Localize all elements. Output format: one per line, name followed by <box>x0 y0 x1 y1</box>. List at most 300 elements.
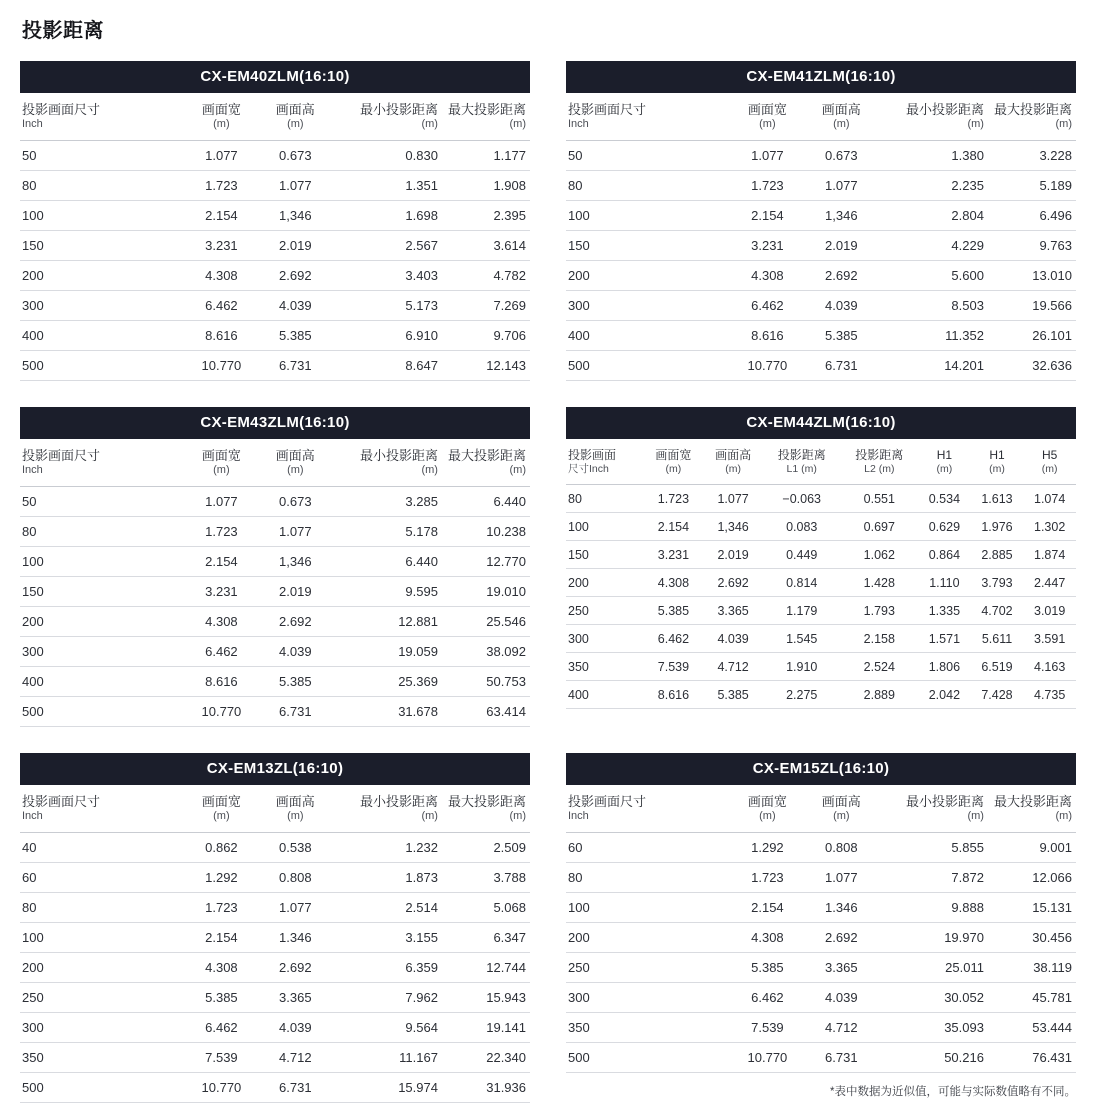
cell-height: 6.731 <box>258 351 332 381</box>
cell-width: 4.308 <box>184 953 258 983</box>
cell-height: 1.077 <box>804 171 878 201</box>
cell-width: 2.154 <box>184 547 258 577</box>
table-body <box>566 141 1076 381</box>
cell-width: 6.462 <box>184 291 258 321</box>
cell-size: 150 <box>20 231 184 261</box>
cell-width: 3.231 <box>730 231 804 261</box>
cell-size: 200 <box>566 261 730 291</box>
cell-h1a: 1.571 <box>918 625 971 653</box>
table-row <box>20 923 530 953</box>
table-row <box>20 863 530 893</box>
cell-max: 15.131 <box>988 893 1076 923</box>
cell-width: 6.462 <box>730 983 804 1013</box>
cell-width: 1.077 <box>184 487 258 517</box>
cell-min: 50.216 <box>878 1043 988 1073</box>
cell-height: 0.673 <box>258 487 332 517</box>
cell-l2: 1.062 <box>841 541 919 569</box>
table-row <box>20 261 530 291</box>
cell-size: 400 <box>20 321 184 351</box>
cell-min: 25.369 <box>332 667 442 697</box>
table-row <box>566 983 1076 1013</box>
col-header-height: 画面高 (m) <box>804 93 878 141</box>
cell-height: 0.808 <box>804 833 878 863</box>
cell-max: 3.614 <box>442 231 530 261</box>
cell-size: 50 <box>20 487 184 517</box>
col-header-h5: H5 (m) <box>1023 439 1076 485</box>
cell-min: 1.698 <box>332 201 442 231</box>
cell-min: 2.514 <box>332 893 442 923</box>
table-row <box>20 893 530 923</box>
cell-width: 2.154 <box>730 893 804 923</box>
cell-h5: 1.302 <box>1023 513 1076 541</box>
cell-height: 5.385 <box>804 321 878 351</box>
table-title: CX-EM13ZL(16:10) <box>20 753 530 785</box>
cell-max: 15.943 <box>442 983 530 1013</box>
cell-height: 0.538 <box>258 833 332 863</box>
cell-min: 9.888 <box>878 893 988 923</box>
cell-width: 7.539 <box>644 653 704 681</box>
cell-height: 2.692 <box>258 607 332 637</box>
cell-size: 500 <box>566 1043 730 1073</box>
cell-min: 8.503 <box>878 291 988 321</box>
cell-width: 4.308 <box>730 923 804 953</box>
cell-l1: 0.449 <box>763 541 841 569</box>
col-header-width: 画面宽 (m) <box>644 439 704 485</box>
cell-min: 15.974 <box>332 1073 442 1103</box>
table-row <box>20 833 530 863</box>
cell-max: 63.414 <box>442 697 530 727</box>
projection-table <box>20 439 530 727</box>
cell-size: 300 <box>20 637 184 667</box>
cell-max: 19.141 <box>442 1013 530 1043</box>
cell-width: 6.462 <box>730 291 804 321</box>
cell-min: 5.178 <box>332 517 442 547</box>
cell-max: 45.781 <box>988 983 1076 1013</box>
cell-height: 2.692 <box>258 953 332 983</box>
footnote: *表中数据为近似值，可能与实际数值略有不同。 <box>830 1086 1076 1098</box>
cell-max: 1.908 <box>442 171 530 201</box>
cell-max: 22.340 <box>442 1043 530 1073</box>
cell-width: 8.616 <box>644 681 704 709</box>
cell-size: 80 <box>20 893 184 923</box>
cell-height: 4.039 <box>258 637 332 667</box>
cell-max: 25.546 <box>442 607 530 637</box>
cell-height: 6.731 <box>258 1073 332 1103</box>
cell-min: 3.403 <box>332 261 442 291</box>
cell-height: 0.673 <box>804 141 878 171</box>
cell-height: 4.712 <box>804 1013 878 1043</box>
cell-h1b: 1.613 <box>971 485 1024 513</box>
table-row <box>566 201 1076 231</box>
cell-width: 1.292 <box>730 833 804 863</box>
cell-height: 5.385 <box>703 681 763 709</box>
projection-table <box>566 785 1076 1073</box>
table-row <box>566 953 1076 983</box>
table-title: CX-EM15ZL(16:10) <box>566 753 1076 785</box>
table-row <box>566 1013 1076 1043</box>
col-header-height: 画面高 (m) <box>804 785 878 833</box>
cell-height: 1.077 <box>258 517 332 547</box>
table-body <box>20 141 530 381</box>
col-header-h1-b: H1 (m) <box>971 439 1024 485</box>
cell-height: 2.692 <box>804 261 878 291</box>
col-header-distance-l1: 投影距离 L1 (m) <box>763 439 841 485</box>
cell-max: 6.440 <box>442 487 530 517</box>
cell-min: 19.970 <box>878 923 988 953</box>
cell-max: 19.566 <box>988 291 1076 321</box>
cell-size: 40 <box>20 833 184 863</box>
cell-max: 3.228 <box>988 141 1076 171</box>
cell-height: 1.077 <box>804 863 878 893</box>
cell-h1a: 1.110 <box>918 569 971 597</box>
cell-l1: 1.179 <box>763 597 841 625</box>
col-header-max-distance: 最大投影距离 (m) <box>442 439 530 487</box>
table-row <box>20 547 530 577</box>
cell-min: 7.962 <box>332 983 442 1013</box>
header-row <box>566 785 1076 833</box>
cell-width: 1.723 <box>184 893 258 923</box>
table-row <box>20 577 530 607</box>
col-header-size: 投影画面 尺寸Inch <box>566 439 644 485</box>
col-header-width: 画面宽 (m) <box>184 93 258 141</box>
table-body <box>566 833 1076 1073</box>
col-header-height: 画面高 (m) <box>258 439 332 487</box>
cell-height: 4.039 <box>258 1013 332 1043</box>
cell-width: 3.231 <box>184 231 258 261</box>
cell-width: 5.385 <box>184 983 258 1013</box>
table-row <box>566 1043 1076 1073</box>
cell-min: 8.647 <box>332 351 442 381</box>
cell-width: 7.539 <box>184 1043 258 1073</box>
cell-size: 500 <box>20 1073 184 1103</box>
cell-max: 12.143 <box>442 351 530 381</box>
cell-width: 4.308 <box>730 261 804 291</box>
cell-size: 250 <box>566 597 644 625</box>
cell-size: 400 <box>20 667 184 697</box>
table-card-cx-em44zlm <box>566 407 1076 727</box>
cell-min: 11.167 <box>332 1043 442 1073</box>
table-row <box>566 893 1076 923</box>
cell-min: 5.855 <box>878 833 988 863</box>
cell-h1a: 1.335 <box>918 597 971 625</box>
cell-h5: 4.163 <box>1023 653 1076 681</box>
cell-width: 2.154 <box>184 923 258 953</box>
col-header-height: 画面高 (m) <box>703 439 763 485</box>
cell-size: 200 <box>20 953 184 983</box>
cell-h1b: 1.976 <box>971 513 1024 541</box>
projection-table <box>20 93 530 381</box>
col-header-min-distance: 最小投影距离 (m) <box>332 785 442 833</box>
cell-max: 53.444 <box>988 1013 1076 1043</box>
cell-width: 2.154 <box>730 201 804 231</box>
table-title: CX-EM40ZLM(16:10) <box>20 61 530 93</box>
cell-size: 100 <box>20 201 184 231</box>
cell-height: 6.731 <box>804 1043 878 1073</box>
cell-max: 5.068 <box>442 893 530 923</box>
cell-height: 3.365 <box>258 983 332 1013</box>
cell-width: 4.308 <box>184 607 258 637</box>
table-row <box>566 541 1076 569</box>
col-header-size: 投影画面尺寸 Inch <box>566 93 730 141</box>
cell-l1: 0.814 <box>763 569 841 597</box>
col-header-max-distance: 最大投影距离 (m) <box>442 93 530 141</box>
cell-width: 10.770 <box>730 1043 804 1073</box>
cell-size: 80 <box>566 485 644 513</box>
table-card-cx-em40zlm <box>20 61 530 381</box>
cell-width: 10.770 <box>730 351 804 381</box>
cell-height: 4.039 <box>804 983 878 1013</box>
cell-size: 350 <box>566 1013 730 1043</box>
cell-width: 10.770 <box>184 1073 258 1103</box>
page-title: 投影距离 <box>22 20 104 42</box>
cell-size: 50 <box>566 141 730 171</box>
cell-size: 350 <box>20 1043 184 1073</box>
cell-min: 19.059 <box>332 637 442 667</box>
cell-size: 300 <box>566 983 730 1013</box>
cell-width: 6.462 <box>184 1013 258 1043</box>
table-row <box>20 291 530 321</box>
table-row <box>20 321 530 351</box>
table-row <box>20 1013 530 1043</box>
col-header-size: 投影画面尺寸 Inch <box>566 785 730 833</box>
col-header-distance-l2: 投影距离 L2 (m) <box>841 439 919 485</box>
table-row <box>566 321 1076 351</box>
cell-height: 2.019 <box>703 541 763 569</box>
table-row <box>20 517 530 547</box>
cell-h1b: 2.885 <box>971 541 1024 569</box>
cell-size: 80 <box>20 171 184 201</box>
cell-max: 7.269 <box>442 291 530 321</box>
cell-max: 9.001 <box>988 833 1076 863</box>
cell-height: 0.673 <box>258 141 332 171</box>
cell-h1b: 7.428 <box>971 681 1024 709</box>
cell-width: 1.723 <box>644 485 704 513</box>
table-row <box>20 141 530 171</box>
table-row <box>566 231 1076 261</box>
cell-width: 3.231 <box>184 577 258 607</box>
cell-l1: 1.910 <box>763 653 841 681</box>
cell-min: 30.052 <box>878 983 988 1013</box>
table-card-cx-em13zl <box>20 753 530 1103</box>
cell-h5: 1.874 <box>1023 541 1076 569</box>
table-head <box>20 439 530 487</box>
col-header-size: 投影画面尺寸 Inch <box>20 93 184 141</box>
cell-min: 3.285 <box>332 487 442 517</box>
col-header-max-distance: 最大投影距离 (m) <box>988 785 1076 833</box>
cell-width: 10.770 <box>184 351 258 381</box>
cell-min: 2.235 <box>878 171 988 201</box>
cell-width: 2.154 <box>644 513 704 541</box>
table-row <box>566 351 1076 381</box>
cell-size: 200 <box>566 923 730 953</box>
cell-width: 1.077 <box>730 141 804 171</box>
cell-height: 1.346 <box>258 923 332 953</box>
cell-min: 3.155 <box>332 923 442 953</box>
cell-min: 5.600 <box>878 261 988 291</box>
cell-width: 1.292 <box>184 863 258 893</box>
table-row <box>20 231 530 261</box>
cell-width: 1.723 <box>184 171 258 201</box>
cell-height: 0.808 <box>258 863 332 893</box>
cell-height: 2.692 <box>804 923 878 953</box>
cell-min: 1.351 <box>332 171 442 201</box>
cell-l2: 1.428 <box>841 569 919 597</box>
cell-size: 200 <box>20 261 184 291</box>
cell-max: 12.770 <box>442 547 530 577</box>
table-row <box>566 261 1076 291</box>
cell-max: 9.763 <box>988 231 1076 261</box>
col-header-height: 画面高 (m) <box>258 93 332 141</box>
cell-max: 50.753 <box>442 667 530 697</box>
col-header-height: 画面高 (m) <box>258 785 332 833</box>
projection-table <box>566 93 1076 381</box>
cell-l1: 2.275 <box>763 681 841 709</box>
cell-height: 3.365 <box>804 953 878 983</box>
table-row <box>566 597 1076 625</box>
cell-l1: 0.083 <box>763 513 841 541</box>
cell-size: 100 <box>566 513 644 541</box>
cell-height: 1,346 <box>258 201 332 231</box>
cell-width: 1.723 <box>184 517 258 547</box>
table-row <box>566 625 1076 653</box>
cell-min: 6.440 <box>332 547 442 577</box>
table-head <box>20 93 530 141</box>
cell-l2: 0.551 <box>841 485 919 513</box>
cell-size: 150 <box>20 577 184 607</box>
table-row <box>20 487 530 517</box>
cell-width: 5.385 <box>730 953 804 983</box>
cell-height: 4.039 <box>804 291 878 321</box>
cell-size: 500 <box>20 351 184 381</box>
cell-max: 6.496 <box>988 201 1076 231</box>
cell-max: 12.744 <box>442 953 530 983</box>
cell-height: 2.692 <box>703 569 763 597</box>
cell-l2: 2.524 <box>841 653 919 681</box>
table-row <box>566 863 1076 893</box>
cell-height: 1,346 <box>703 513 763 541</box>
cell-size: 80 <box>566 171 730 201</box>
table-row <box>20 607 530 637</box>
cell-min: 0.830 <box>332 141 442 171</box>
table-row <box>566 569 1076 597</box>
table-row <box>566 485 1076 513</box>
cell-h1a: 2.042 <box>918 681 971 709</box>
cell-height: 5.385 <box>258 321 332 351</box>
header-row <box>20 93 530 141</box>
cell-min: 35.093 <box>878 1013 988 1043</box>
cell-max: 26.101 <box>988 321 1076 351</box>
cell-height: 4.712 <box>258 1043 332 1073</box>
table-row <box>566 291 1076 321</box>
projection-table <box>566 439 1076 709</box>
table-row <box>566 653 1076 681</box>
cell-height: 4.712 <box>703 653 763 681</box>
table-body <box>20 487 530 727</box>
cell-height: 1,346 <box>804 201 878 231</box>
cell-max: 3.788 <box>442 863 530 893</box>
table-row <box>20 983 530 1013</box>
cell-height: 1.077 <box>703 485 763 513</box>
cell-l1: 1.545 <box>763 625 841 653</box>
cell-h1a: 0.629 <box>918 513 971 541</box>
cell-height: 1.346 <box>804 893 878 923</box>
cell-max: 2.395 <box>442 201 530 231</box>
cell-size: 100 <box>20 547 184 577</box>
projection-table <box>20 785 530 1103</box>
col-header-width: 画面宽 (m) <box>184 439 258 487</box>
table-body <box>20 833 530 1103</box>
cell-size: 100 <box>566 201 730 231</box>
cell-min: 11.352 <box>878 321 988 351</box>
cell-min: 12.881 <box>332 607 442 637</box>
cell-size: 500 <box>20 697 184 727</box>
col-header-max-distance: 最大投影距离 (m) <box>442 785 530 833</box>
cell-max: 1.177 <box>442 141 530 171</box>
cell-max: 2.509 <box>442 833 530 863</box>
cell-width: 5.385 <box>644 597 704 625</box>
table-row <box>20 1073 530 1103</box>
cell-width: 1.077 <box>184 141 258 171</box>
table-head <box>20 785 530 833</box>
cell-width: 6.462 <box>644 625 704 653</box>
table-row <box>20 1043 530 1073</box>
cell-size: 250 <box>566 953 730 983</box>
col-header-max-distance: 最大投影距离 (m) <box>988 93 1076 141</box>
table-title: CX-EM41ZLM(16:10) <box>566 61 1076 93</box>
cell-width: 10.770 <box>184 697 258 727</box>
cell-max: 38.092 <box>442 637 530 667</box>
cell-size: 400 <box>566 321 730 351</box>
cell-h1a: 1.806 <box>918 653 971 681</box>
cell-height: 4.039 <box>703 625 763 653</box>
cell-h1b: 4.702 <box>971 597 1024 625</box>
cell-size: 300 <box>566 291 730 321</box>
cell-width: 8.616 <box>184 321 258 351</box>
cell-height: 5.385 <box>258 667 332 697</box>
cell-height: 2.019 <box>258 231 332 261</box>
col-header-size: 投影画面尺寸 Inch <box>20 439 184 487</box>
table-title: CX-EM43ZLM(16:10) <box>20 407 530 439</box>
tables-grid <box>20 61 1076 1103</box>
cell-size: 100 <box>566 893 730 923</box>
cell-min: 9.595 <box>332 577 442 607</box>
col-header-width: 画面宽 (m) <box>184 785 258 833</box>
cell-max: 4.782 <box>442 261 530 291</box>
cell-size: 350 <box>566 653 644 681</box>
cell-width: 2.154 <box>184 201 258 231</box>
table-row <box>566 171 1076 201</box>
table-row <box>566 513 1076 541</box>
cell-max: 6.347 <box>442 923 530 953</box>
cell-size: 60 <box>566 833 730 863</box>
cell-width: 7.539 <box>730 1013 804 1043</box>
table-card-cx-em41zlm <box>566 61 1076 381</box>
table-row <box>20 667 530 697</box>
cell-min: 1.380 <box>878 141 988 171</box>
table-card-cx-em15zl <box>566 753 1076 1103</box>
cell-height: 3.365 <box>703 597 763 625</box>
cell-h5: 4.735 <box>1023 681 1076 709</box>
cell-size: 300 <box>20 1013 184 1043</box>
cell-width: 8.616 <box>184 667 258 697</box>
cell-min: 25.011 <box>878 953 988 983</box>
table-row <box>20 171 530 201</box>
cell-h5: 3.591 <box>1023 625 1076 653</box>
cell-h5: 1.074 <box>1023 485 1076 513</box>
table-body <box>566 485 1076 709</box>
cell-h1b: 5.611 <box>971 625 1024 653</box>
cell-size: 150 <box>566 541 644 569</box>
